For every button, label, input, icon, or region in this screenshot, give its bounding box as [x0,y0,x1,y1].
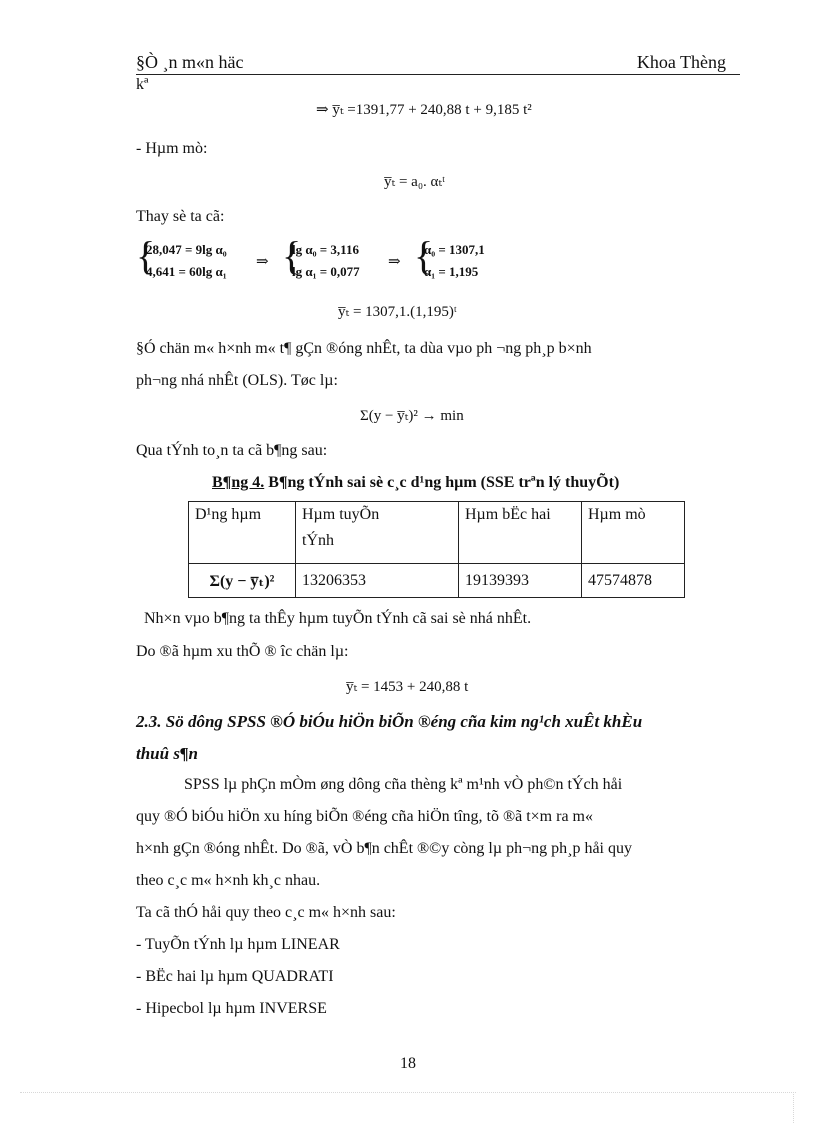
list-item: - BËc hai lµ hµm QUADRATI [136,968,334,985]
page-header [136,52,740,75]
equation-system-2: { lg α₀ = 3,116 lg α₁ = 0,077 [282,233,360,279]
text-line: §Ó chän m« h×nh m« t¶ gÇn ®óng nhÊt, ta dùa vµo ph ¬ng ph¸p b×nh [136,340,592,357]
table-header-cell: Hµm bËc hai [459,502,582,564]
header-right: Khoa Thèng [636,52,726,72]
table-row-label: Σ(y − y̅ₜ)² [189,564,296,598]
equation-ols: Σ(y − y̅ₜ)² → min [360,408,464,424]
equation-system-1: { 28,047 = 9lg α₀ 4,641 = 60lg α₁ [136,233,227,279]
paragraph-line: quy ®Ó biÓu hiÖn xu híng biÕn ®éng cña hiÖn tîng, tõ ®ã t×m ra m« [136,808,593,825]
implies-arrow: ⇒ [256,254,269,270]
page-edge-dotted-vertical [793,1092,794,1123]
text-line: kª [136,76,149,93]
table-header-cell: D¹ng hµm [189,502,296,564]
table-header-row [189,502,685,564]
table-header-cell: Hµm tuyÕn tÝnh [296,502,459,564]
equation-quadratic: ⇒ y̅ₜ =1391,77 + 240,88 t + 9,185 t² [316,102,532,118]
equation-result: y̅ₜ = 1307,1.(1,195)ᵗ [338,304,457,320]
implies-arrow: ⇒ [388,254,401,270]
table-title: B¶ng 4. B¶ng tÝnh sai sè c¸c d¹ng hµm (SSE trªn lý thuyÕt) [212,474,620,491]
table-cell: 13206353 [296,564,459,598]
text-line: Ta cã thÓ håi quy theo c¸c m« h×nh sau: [136,904,396,921]
paragraph-line: h×nh gÇn ®óng nhÊt. Do ®ã, vÒ b¶n chÊt ®©y còng lµ ph¬ng ph¸p håi quy [136,840,632,857]
text-line: Qua tÝnh to¸n ta cã b¶ng sau: [136,442,328,459]
section-heading-cont: thuû s¶n [136,744,198,763]
text-line: - Hµm mò: [136,140,208,157]
page-number: 18 [400,1055,416,1072]
table-cell: 47574878 [582,564,685,598]
equation-trend: y̅ₜ = 1453 + 240,88 t [346,679,469,695]
text-line: ph¬ng nhá nhÊt (OLS). Tøc lµ: [136,372,338,389]
section-heading: 2.3. Sö dông SPSS ®Ó biÓu hiÖn biÕn ®éng cña kim ng¹ch xuÊt khÈu [136,712,643,731]
equation-system-3: { α₀ = 1307,1 α₁ = 1,195 [414,233,485,279]
list-item: - Hipecbol lµ hµm INVERSE [136,1000,327,1017]
paragraph-line: SPSS lµ phÇn mÒm øng dông cña thèng kª m¹nh vÒ ph©n tÝch håi [184,776,623,793]
page-edge-dotted [20,1092,796,1093]
text-line: Nh×n vµo b¶ng ta thÊy hµm tuyÕn tÝnh cã sai sè nhá nhÊt. [144,610,532,627]
text-line: Thay sè ta cã: [136,208,225,225]
table-header-cell: Hµm mò [582,502,685,564]
sse-table [188,501,685,598]
list-item: - TuyÕn tÝnh lµ hµm LINEAR [136,936,340,953]
equation-exponential: y̅ₜ = a₀. αₜᵗ [384,174,445,190]
table-row [189,564,685,598]
header-left: §Ò ¸n m«n häc [136,52,244,72]
paragraph-line: theo c¸c m« h×nh kh¸c nhau. [136,872,321,889]
table-cell: 19139393 [459,564,582,598]
text-line: Do ®ã hµm xu thÕ ® îc chän lµ: [136,643,349,660]
